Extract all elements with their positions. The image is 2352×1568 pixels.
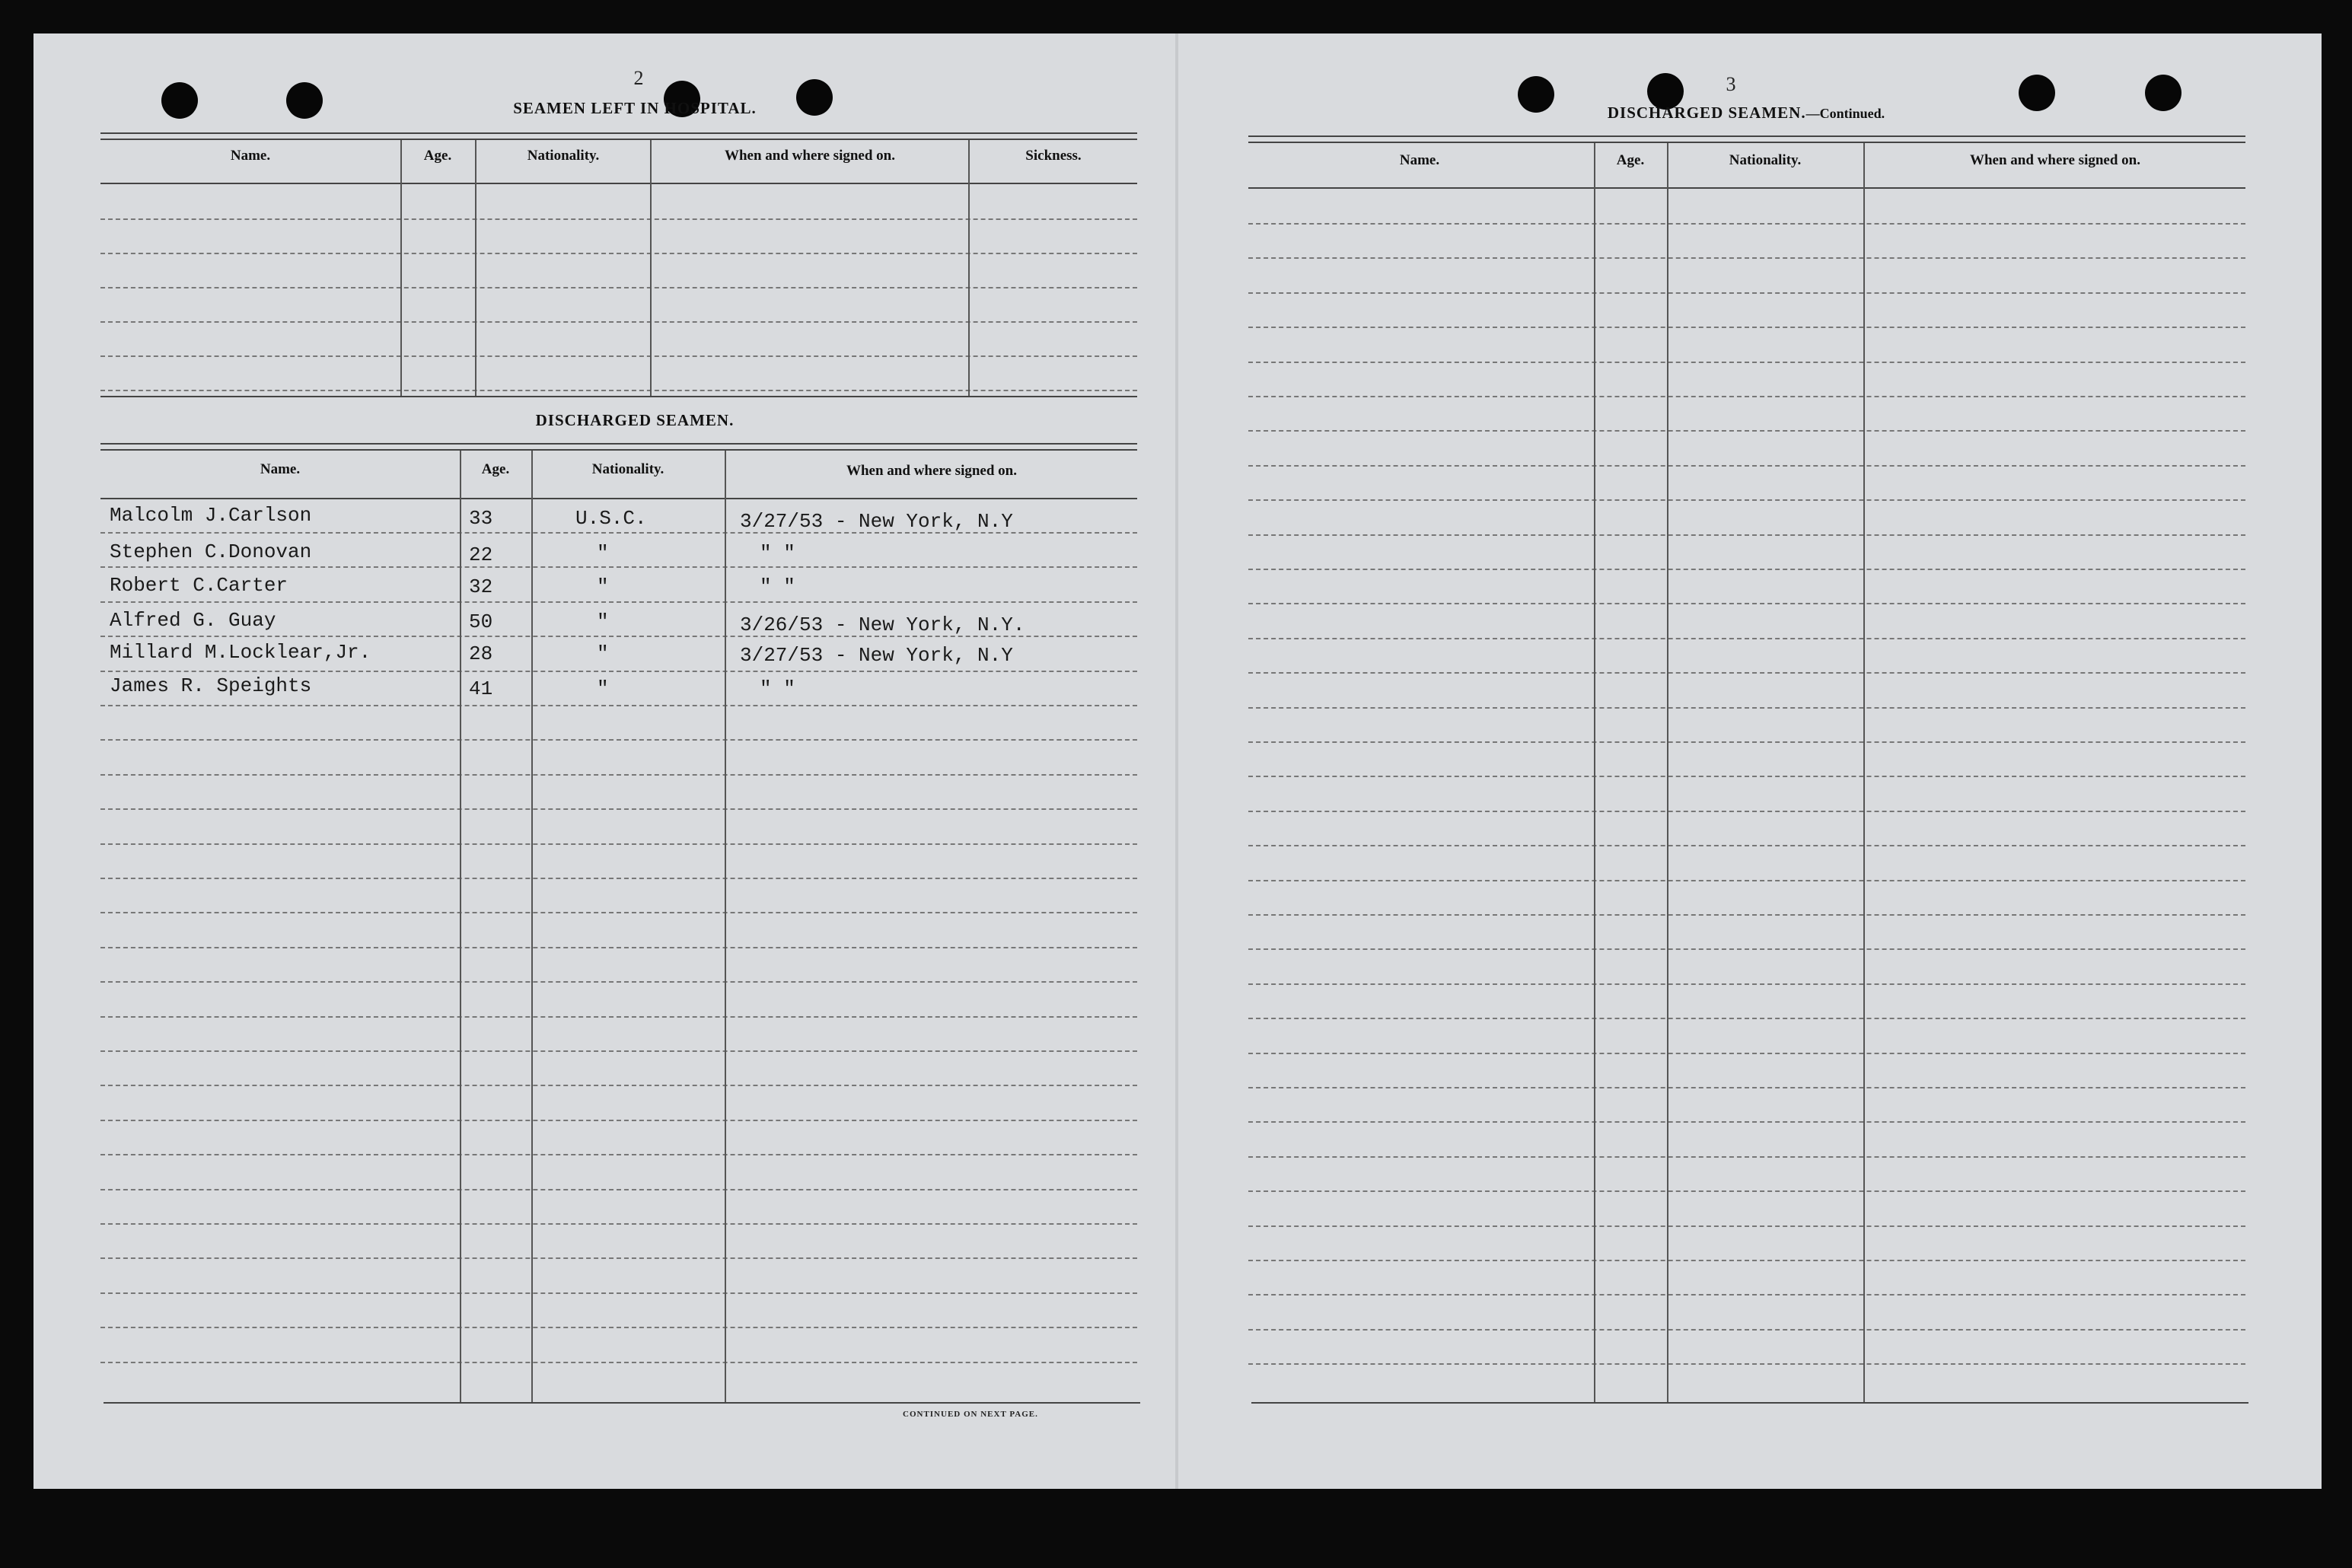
row-line (1248, 569, 2245, 570)
column-header-sickness: Sickness. (1025, 148, 1082, 164)
column-divider (650, 140, 652, 396)
row-line (100, 1016, 1137, 1018)
column-header-signed-on: When and where signed on. (846, 463, 1017, 479)
row-line (100, 1223, 1137, 1225)
row-line (1248, 1018, 2245, 1019)
table-rule (1248, 187, 2245, 189)
continued-suffix: —Continued. (1805, 106, 1885, 121)
table-rule (100, 183, 1137, 184)
row-line (1248, 1329, 2245, 1331)
column-header-name: Name. (230, 148, 271, 164)
row-line (100, 705, 1137, 706)
page-number: 3 (1726, 73, 1736, 95)
column-divider (1594, 143, 1595, 1404)
hospital-section-title: SEAMEN LEFT IN HOSPITAL. (513, 99, 757, 117)
row-line (1248, 983, 2245, 985)
row-line (1248, 534, 2245, 536)
row-line (1248, 396, 2245, 397)
table-rule (100, 139, 1137, 140)
row-line (1248, 1294, 2245, 1296)
row-line (100, 218, 1137, 220)
seaman-name: Alfred G. Guay (110, 609, 276, 632)
page-fold (1175, 33, 1178, 1489)
row-line (100, 1189, 1137, 1190)
table-rule (1251, 1402, 2248, 1404)
seaman-signed-on: " " (760, 677, 795, 700)
column-header-nationality: Nationality. (1729, 152, 1802, 168)
row-line (100, 1292, 1137, 1294)
page-number: 2 (633, 67, 644, 89)
row-line (100, 774, 1137, 776)
column-header-signed-on: When and where signed on. (724, 148, 895, 164)
row-line (1248, 638, 2245, 639)
column-header-age: Age. (1616, 152, 1645, 168)
column-divider (400, 140, 402, 396)
row-line (100, 321, 1137, 323)
document-spread (33, 33, 2322, 1489)
row-line (1248, 1363, 2245, 1365)
column-divider (1667, 143, 1668, 1404)
row-line (100, 253, 1137, 254)
table-rule (1248, 142, 2245, 143)
punch-hole (2019, 75, 2055, 111)
seaman-name: Robert C.Carter (110, 574, 288, 597)
row-line (100, 390, 1137, 391)
column-divider (460, 451, 461, 1404)
row-line (1248, 948, 2245, 950)
row-line (1248, 430, 2245, 432)
row-line (1248, 327, 2245, 328)
table-rule (1248, 135, 2245, 137)
row-line (1248, 1190, 2245, 1192)
row-line (1248, 914, 2245, 916)
column-divider (1863, 143, 1865, 1404)
row-line (100, 355, 1137, 357)
table-rule (100, 449, 1137, 451)
seaman-nationality: U.S.C. (575, 507, 647, 530)
seaman-age: 32 (469, 575, 493, 598)
seaman-name: Malcolm J.Carlson (110, 504, 312, 527)
row-line (1248, 1121, 2245, 1123)
row-line (1248, 465, 2245, 467)
row-line (100, 1257, 1137, 1259)
table-rule (104, 1402, 1140, 1404)
row-line (1248, 1156, 2245, 1158)
column-header-nationality: Nationality. (591, 461, 664, 477)
punch-hole (286, 82, 323, 119)
row-line (1248, 1225, 2245, 1227)
column-header-name: Name. (1399, 152, 1440, 168)
continued-footer: CONTINUED ON NEXT PAGE. (903, 1410, 1038, 1419)
discharged-continued-title (1541, 104, 1952, 123)
row-line (1248, 362, 2245, 363)
row-line (1248, 811, 2245, 812)
row-line (1248, 741, 2245, 743)
row-line (100, 912, 1137, 913)
row-line (100, 1050, 1137, 1052)
row-line (1248, 499, 2245, 501)
seaman-age: 50 (469, 610, 493, 633)
row-line (100, 808, 1137, 810)
column-header-signed-on: When and where signed on. (1969, 152, 2140, 168)
punch-hole (161, 82, 198, 119)
seaman-signed-on: " " (760, 542, 795, 565)
column-divider (475, 140, 476, 396)
table-rule (100, 132, 1137, 134)
seaman-nationality: " (597, 542, 609, 565)
row-line (100, 878, 1137, 879)
punch-hole (2145, 75, 2181, 111)
table-rule (100, 498, 1137, 499)
seaman-signed-on: 3/27/53 - New York, N.Y (740, 510, 1013, 533)
row-line (100, 566, 1137, 568)
seaman-name: Millard M.Locklear,Jr. (110, 641, 371, 664)
row-line (100, 287, 1137, 288)
column-divider (725, 451, 726, 1404)
seaman-age: 41 (469, 677, 493, 700)
seaman-nationality: " (597, 610, 609, 633)
row-line (1248, 776, 2245, 777)
row-line (100, 739, 1137, 741)
seaman-signed-on: 3/27/53 - New York, N.Y (740, 644, 1013, 667)
seaman-name: James R. Speights (110, 674, 312, 697)
row-line (1248, 603, 2245, 604)
row-line (100, 1154, 1137, 1155)
row-line (1248, 880, 2245, 881)
discharged-title-text: DISCHARGED SEAMEN. (1607, 104, 1806, 122)
row-line (1248, 672, 2245, 674)
column-header-age: Age. (481, 461, 510, 477)
column-header-age: Age. (423, 148, 452, 164)
seaman-nationality: " (597, 642, 609, 665)
row-line (1248, 1053, 2245, 1054)
row-line (1248, 257, 2245, 259)
table-rule (100, 443, 1137, 445)
row-line (100, 843, 1137, 845)
row-line (100, 601, 1137, 603)
row-line (100, 1327, 1137, 1328)
column-divider (968, 140, 970, 396)
seaman-nationality: " (597, 677, 609, 700)
column-header-nationality: Nationality. (527, 148, 600, 164)
row-line (1248, 1260, 2245, 1261)
row-line (100, 981, 1137, 983)
row-line (1248, 707, 2245, 709)
row-line (100, 947, 1137, 948)
seaman-age: 22 (469, 543, 493, 566)
seaman-signed-on: 3/26/53 - New York, N.Y. (740, 613, 1025, 636)
row-line (100, 1362, 1137, 1363)
seaman-signed-on: " " (760, 575, 795, 598)
table-rule (100, 396, 1137, 397)
row-line (1248, 1087, 2245, 1088)
row-line (1248, 223, 2245, 225)
row-line (1248, 845, 2245, 846)
seaman-nationality: " (597, 575, 609, 598)
row-line (1248, 292, 2245, 294)
row-line (100, 671, 1137, 672)
discharged-section-title: DISCHARGED SEAMEN. (535, 411, 735, 429)
column-divider (531, 451, 533, 1404)
row-line (100, 1120, 1137, 1121)
row-line (100, 1085, 1137, 1086)
seaman-age: 33 (469, 507, 493, 530)
column-header-name: Name. (260, 461, 301, 477)
seaman-name: Stephen C.Donovan (110, 540, 312, 563)
seaman-age: 28 (469, 642, 493, 665)
